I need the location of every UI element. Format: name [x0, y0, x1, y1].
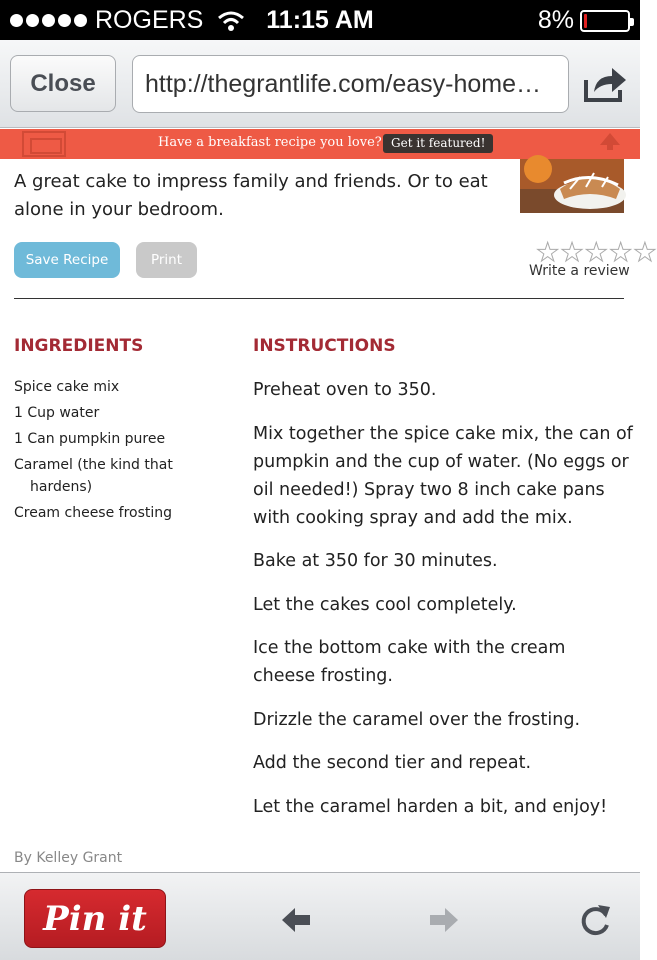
- author-byline: By Kelley Grant: [14, 850, 123, 866]
- star-icon[interactable]: ★: [633, 238, 657, 268]
- instruction-step: Drizzle the caramel over the frosting.: [253, 709, 581, 730]
- forward-arrow-icon[interactable]: [428, 905, 460, 935]
- star-icon[interactable]: ★: [584, 238, 608, 268]
- site-logo-icon: [22, 131, 66, 157]
- pin-it-button[interactable]: Pin it: [24, 889, 166, 948]
- instruction-step: Let the cakes cool completely.: [253, 594, 517, 615]
- battery-status: [538, 6, 630, 35]
- close-button[interactable]: Close: [10, 55, 116, 112]
- url-field[interactable]: http://thegrantlife.com/easy-home…: [132, 55, 569, 113]
- banner-text: Have a breakfast recipe you love?: [158, 135, 382, 150]
- ingredient-item: Cream cheese frosting: [14, 505, 173, 521]
- ingredients-list: [14, 376, 234, 528]
- instruction-step: Mix together the spice cake mix, the can of pumpkin and the cup of water. (No eggs or oil needed!) Spray two 8 inch cake pans with cooking spray and add the mix.: [253, 423, 633, 528]
- instruction-step: Let the caramel harden a bit, and enjoy!: [253, 796, 608, 817]
- reload-icon[interactable]: [580, 903, 612, 937]
- ingredient-item: 1 Cup water: [14, 405, 100, 421]
- carrier-name: ROGERS: [95, 6, 204, 34]
- instructions-heading: INSTRUCTIONS: [253, 336, 396, 356]
- scroll-up-icon[interactable]: [600, 133, 620, 145]
- instruction-step: Preheat oven to 350.: [253, 380, 437, 400]
- battery-icon: [580, 10, 630, 32]
- browser-toolbar: [0, 40, 640, 128]
- back-arrow-icon[interactable]: [280, 905, 312, 935]
- share-icon[interactable]: [580, 60, 628, 108]
- divider: [14, 298, 624, 299]
- instruction-step: Bake at 350 for 30 minutes.: [253, 551, 498, 571]
- bottom-toolbar: [0, 872, 640, 960]
- save-recipe-button[interactable]: Save Recipe: [14, 242, 120, 278]
- recipe-description: A great cake to impress family and friends. Or to eat alone in your bedroom.: [14, 171, 488, 220]
- status-time: 11:15 AM: [266, 6, 374, 34]
- star-icon[interactable]: ★: [608, 238, 633, 268]
- ingredient-item: 1 Can pumpkin puree: [14, 431, 166, 447]
- ingredient-item: Caramel (the kind that hardens): [14, 457, 173, 495]
- instructions-list: [253, 376, 633, 836]
- print-button[interactable]: Print: [136, 242, 197, 278]
- recipe-photo: [520, 159, 624, 213]
- ingredient-item: Spice cake mix: [14, 379, 120, 395]
- promo-banner: [0, 129, 640, 159]
- battery-level: [584, 14, 587, 28]
- star-icon[interactable]: ★: [536, 238, 560, 268]
- star-icon[interactable]: ★: [560, 238, 584, 268]
- write-review-link[interactable]: Write a review: [529, 263, 630, 279]
- get-featured-button[interactable]: Get it featured!: [383, 134, 493, 153]
- instruction-step: Ice the bottom cake with the cream cheese frosting.: [253, 638, 566, 686]
- status-bar: [0, 0, 640, 40]
- battery-percent: 8%: [537, 6, 574, 34]
- instruction-step: Add the second tier and repeat.: [253, 753, 532, 773]
- ingredients-heading: INGREDIENTS: [14, 336, 144, 356]
